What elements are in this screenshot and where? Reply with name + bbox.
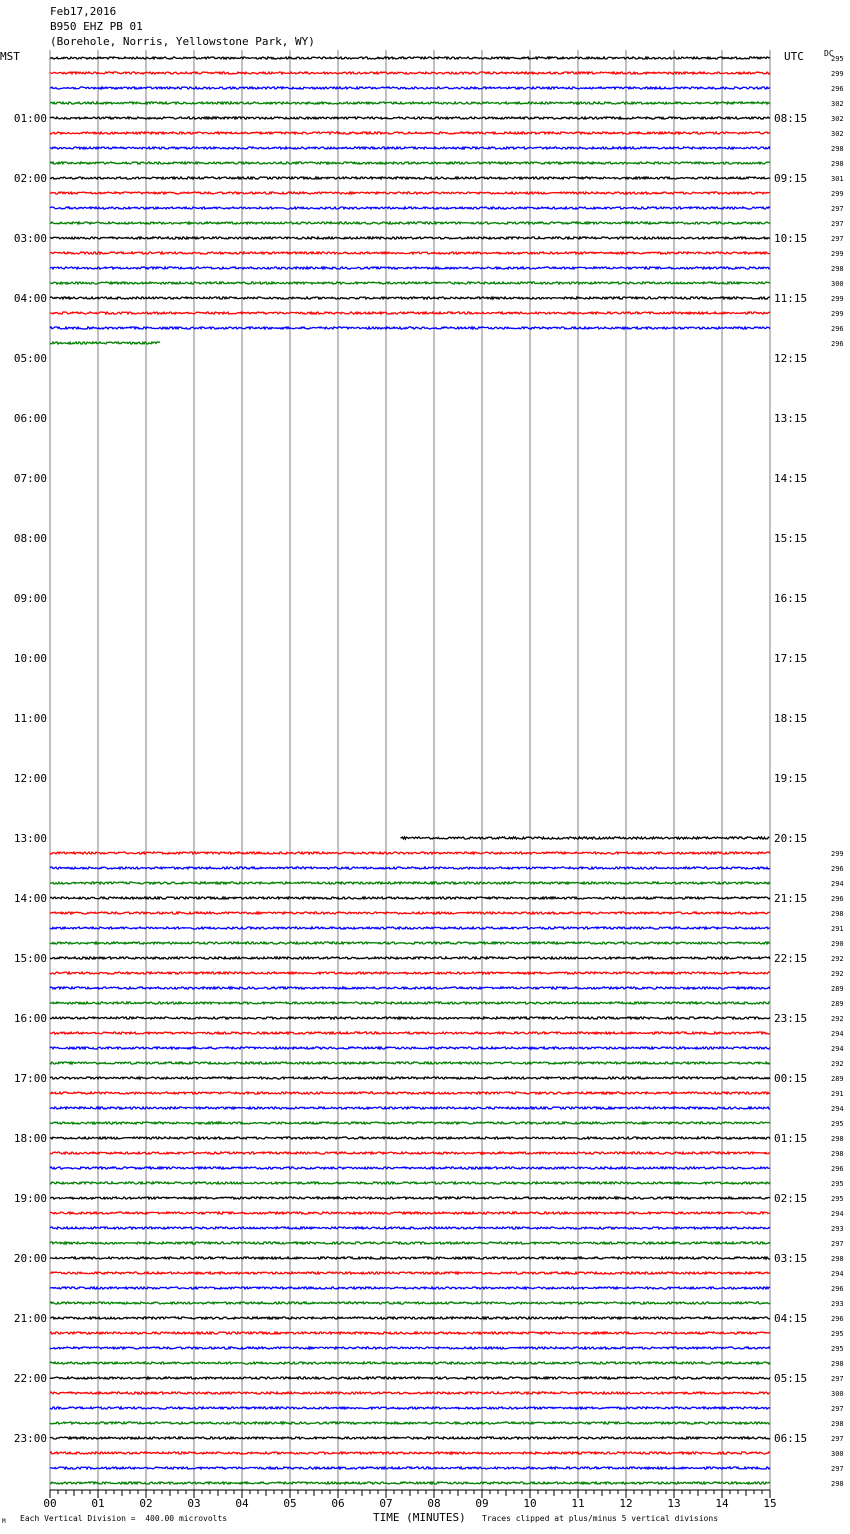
hour-label-right: 03:15	[774, 1252, 808, 1265]
dc-value-label: 292	[831, 1015, 844, 1023]
x-tick-label: 09	[475, 1497, 489, 1510]
dc-value-label: 295	[831, 1330, 844, 1338]
hour-label-right: 08:15	[774, 112, 808, 125]
hour-label-right: 09:15	[774, 172, 808, 185]
x-tick-label: 00	[43, 1497, 57, 1510]
hour-label-right: 17:15	[774, 652, 808, 665]
trace-line	[50, 1362, 770, 1364]
dc-value-label: 293	[831, 1300, 844, 1308]
hour-label-left: 04:00	[13, 292, 47, 305]
trace-line	[50, 942, 770, 944]
header-location: (Borehole, Norris, Yellowstone Park, WY)	[50, 35, 315, 48]
dc-value-label: 295	[831, 1345, 844, 1353]
hour-label-right: 20:15	[774, 832, 808, 845]
dc-value-label: 297	[831, 1240, 844, 1248]
trace-group	[50, 57, 770, 1484]
dc-value-label: 300	[831, 280, 844, 288]
hour-label-right: 00:15	[774, 1072, 808, 1085]
dc-value-label: 294	[831, 1030, 844, 1038]
trace-line	[50, 1047, 770, 1049]
dc-value-label: 298	[831, 1420, 844, 1428]
dc-value-label: 294	[831, 1210, 844, 1218]
x-tick-label: 03	[187, 1497, 201, 1510]
dc-value-label: 299	[831, 190, 844, 198]
trace-line	[50, 1302, 770, 1304]
hour-label-left: 15:00	[13, 952, 47, 965]
dc-value-label: 292	[831, 970, 844, 978]
hour-label-left: 19:00	[13, 1192, 47, 1205]
trace-line	[50, 147, 770, 149]
trace-line	[50, 897, 770, 899]
hour-label-left: 07:00	[13, 472, 47, 485]
hour-label-right: 13:15	[774, 412, 808, 425]
dc-value-label: 290	[831, 940, 844, 948]
hour-label-left: 13:00	[13, 832, 47, 845]
trace-line	[50, 282, 770, 284]
trace-line	[50, 1212, 770, 1214]
dc-value-label: 296	[831, 1285, 844, 1293]
dc-value-label: 289	[831, 1075, 844, 1083]
dc-value-label: 291	[831, 1090, 844, 1098]
dc-value-label: 296	[831, 895, 844, 903]
trace-line	[50, 1332, 770, 1334]
hour-label-left: 12:00	[13, 772, 47, 785]
dc-value-label: 296	[831, 85, 844, 93]
dc-value-label: 289	[831, 1000, 844, 1008]
dc-value-label: 299	[831, 850, 844, 858]
dc-value-label: 295	[831, 55, 844, 63]
hour-label-left: 03:00	[13, 232, 47, 245]
trace-line	[50, 1242, 770, 1244]
dc-value-label: 299	[831, 250, 844, 258]
hour-label-right: 02:15	[774, 1192, 808, 1205]
trace-line	[50, 342, 160, 344]
trace-line	[50, 72, 770, 74]
trace-line	[50, 1227, 770, 1229]
hour-label-right: 21:15	[774, 892, 808, 905]
hour-label-left: 17:00	[13, 1072, 47, 1085]
trace-line	[50, 927, 770, 929]
trace-line	[50, 1002, 770, 1004]
x-tick-label: 04	[235, 1497, 249, 1510]
dc-value-label: 298	[831, 145, 844, 153]
dc-value-label: 297	[831, 1405, 844, 1413]
hour-label-right: 15:15	[774, 532, 808, 545]
dc-value-label: 296	[831, 340, 844, 348]
hour-label-left: 22:00	[13, 1372, 47, 1385]
trace-line	[50, 192, 770, 194]
dc-value-label: 292	[831, 1060, 844, 1068]
dc-value-label: 293	[831, 1225, 844, 1233]
dc-value-label: 297	[831, 1375, 844, 1383]
trace-line	[50, 117, 770, 119]
trace-line	[50, 1317, 770, 1319]
x-axis-title: TIME (MINUTES)	[373, 1511, 466, 1524]
dc-value-label: 297	[831, 235, 844, 243]
dc-value-label: 291	[831, 925, 844, 933]
trace-line	[50, 1152, 770, 1154]
x-axis	[43, 1490, 776, 1510]
dc-value-label: 299	[831, 295, 844, 303]
trace-line	[50, 102, 770, 104]
x-tick-label: 06	[331, 1497, 345, 1510]
dc-labels	[831, 55, 844, 1488]
trace-line	[50, 1437, 770, 1439]
dc-value-label: 298	[831, 1255, 844, 1263]
hour-label-left: 01:00	[13, 112, 47, 125]
scale-note: Each Vertical Division = 400.00 microvolts	[20, 1514, 228, 1523]
dc-value-label: 294	[831, 1045, 844, 1053]
trace-line	[50, 297, 770, 299]
trace-line	[50, 1422, 770, 1424]
trace-line	[50, 972, 770, 974]
dc-column-label: DC	[824, 49, 834, 58]
hour-label-left: 23:00	[13, 1432, 47, 1445]
trace-line	[50, 912, 770, 914]
right-timezone-label: UTC	[784, 50, 804, 63]
dc-value-label: 295	[831, 1120, 844, 1128]
dc-value-label: 302	[831, 130, 844, 138]
x-tick-label: 11	[571, 1497, 585, 1510]
dc-value-label: 295	[831, 1180, 844, 1188]
trace-line	[50, 1167, 770, 1169]
clip-note: Traces clipped at plus/minus 5 vertical divisions	[482, 1514, 719, 1523]
hour-label-right: 05:15	[774, 1372, 808, 1385]
trace-line	[50, 1347, 770, 1349]
dc-value-label: 294	[831, 1105, 844, 1113]
trace-line	[50, 1017, 770, 1019]
trace-line	[50, 1092, 770, 1094]
dc-value-label: 302	[831, 115, 844, 123]
trace-line	[50, 132, 770, 134]
dc-value-label: 297	[831, 1465, 844, 1473]
trace-line	[50, 1272, 770, 1274]
trace-line	[400, 837, 769, 839]
hour-label-right: 18:15	[774, 712, 808, 725]
trace-line	[50, 222, 770, 224]
dc-value-label: 299	[831, 310, 844, 318]
hour-label-left: 21:00	[13, 1312, 47, 1325]
hour-label-right: 14:15	[774, 472, 808, 485]
dc-value-label: 298	[831, 1150, 844, 1158]
dc-value-label: 300	[831, 1450, 844, 1458]
trace-line	[50, 957, 770, 959]
dc-value-label: 292	[831, 955, 844, 963]
corner-mark: M	[2, 1518, 6, 1525]
x-tick-label: 08	[427, 1497, 441, 1510]
header-station: B950 EHZ PB 01	[50, 20, 143, 33]
dc-value-label: 289	[831, 985, 844, 993]
trace-line	[50, 267, 770, 269]
trace-line	[50, 1182, 770, 1184]
x-tick-label: 01	[91, 1497, 105, 1510]
trace-line	[50, 1407, 770, 1409]
hour-label-left: 06:00	[13, 412, 47, 425]
trace-line	[50, 1032, 770, 1034]
trace-line	[50, 1257, 770, 1259]
dc-value-label: 301	[831, 175, 844, 183]
hour-label-left: 14:00	[13, 892, 47, 905]
trace-line	[50, 1467, 770, 1469]
dc-value-label: 297	[831, 205, 844, 213]
dc-value-label: 296	[831, 1315, 844, 1323]
hour-label-left: 08:00	[13, 532, 47, 545]
dc-value-label: 302	[831, 100, 844, 108]
dc-value-label: 298	[831, 910, 844, 918]
hour-label-right: 12:15	[774, 352, 808, 365]
hour-label-right: 04:15	[774, 1312, 808, 1325]
x-tick-label: 15	[763, 1497, 777, 1510]
hour-label-right: 23:15	[774, 1012, 808, 1025]
hour-label-right: 22:15	[774, 952, 808, 965]
hour-label-right: 10:15	[774, 232, 808, 245]
trace-line	[50, 1287, 770, 1289]
hour-label-right: 11:15	[774, 292, 808, 305]
hour-label-right: 19:15	[774, 772, 808, 785]
x-tick-label: 07	[379, 1497, 393, 1510]
hour-label-left: 18:00	[13, 1132, 47, 1145]
dc-value-label: 296	[831, 325, 844, 333]
x-tick-label: 02	[139, 1497, 153, 1510]
trace-line	[50, 57, 770, 59]
hour-label-left: 16:00	[13, 1012, 47, 1025]
hour-label-right: 01:15	[774, 1132, 808, 1145]
dc-value-label: 300	[831, 1390, 844, 1398]
header-date: Feb17,2016	[50, 5, 117, 18]
hour-label-left: 05:00	[13, 352, 47, 365]
dc-value-label: 299	[831, 70, 844, 78]
x-tick-label: 14	[715, 1497, 729, 1510]
dc-value-label: 298	[831, 265, 844, 273]
dc-value-label: 298	[831, 1135, 844, 1143]
dc-value-label: 295	[831, 1195, 844, 1203]
trace-line	[50, 1062, 770, 1064]
x-tick-label: 13	[667, 1497, 681, 1510]
dc-value-label: 297	[831, 1435, 844, 1443]
trace-line	[50, 987, 770, 989]
trace-line	[50, 1392, 770, 1394]
trace-line	[50, 1107, 770, 1109]
dc-value-label: 296	[831, 865, 844, 873]
dc-value-label: 294	[831, 880, 844, 888]
trace-line	[50, 1137, 770, 1139]
hour-label-left: 20:00	[13, 1252, 47, 1265]
trace-line	[50, 882, 770, 884]
dc-value-label: 297	[831, 220, 844, 228]
trace-line	[50, 1122, 770, 1124]
trace-line	[50, 87, 770, 89]
trace-line	[50, 162, 770, 164]
left-timezone-label: MST	[0, 50, 20, 63]
trace-line	[50, 867, 770, 869]
hour-label-left: 09:00	[13, 592, 47, 605]
dc-value-label: 294	[831, 1270, 844, 1278]
trace-line	[50, 1077, 770, 1079]
x-tick-label: 05	[283, 1497, 297, 1510]
dc-value-label: 298	[831, 160, 844, 168]
hour-label-left: 10:00	[13, 652, 47, 665]
dc-value-label: 296	[831, 1165, 844, 1173]
hour-label-right: 06:15	[774, 1432, 808, 1445]
x-tick-label: 10	[523, 1497, 537, 1510]
trace-line	[50, 327, 770, 329]
trace-line	[50, 207, 770, 209]
hour-label-left: 02:00	[13, 172, 47, 185]
trace-line	[50, 1197, 770, 1199]
dc-value-label: 298	[831, 1480, 844, 1488]
trace-line	[50, 252, 770, 254]
x-tick-label: 12	[619, 1497, 633, 1510]
hour-label-left: 11:00	[13, 712, 47, 725]
trace-line	[50, 1377, 770, 1379]
dc-value-label: 298	[831, 1360, 844, 1368]
trace-line	[50, 852, 770, 854]
trace-line	[50, 177, 770, 179]
trace-line	[50, 1482, 770, 1484]
trace-line	[50, 1452, 770, 1454]
trace-line	[50, 237, 770, 239]
hour-label-right: 16:15	[774, 592, 808, 605]
trace-line	[50, 312, 770, 314]
